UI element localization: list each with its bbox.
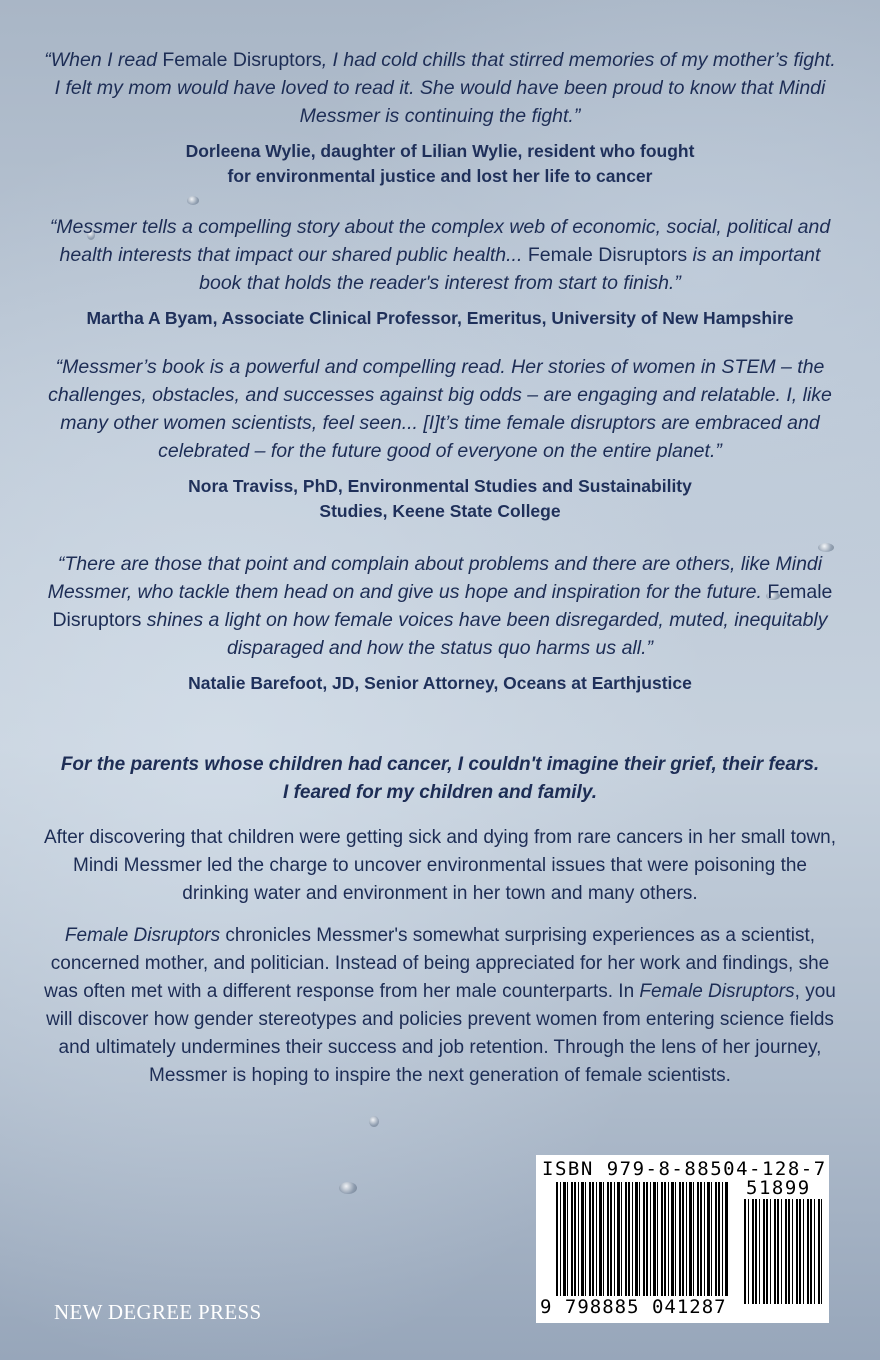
book-title: Female Disruptors: [162, 49, 322, 71]
ean-barcode-bars: [556, 1182, 728, 1304]
testimonial-quote: [40, 550, 840, 662]
testimonial-2: [40, 213, 840, 331]
tagline: [40, 751, 840, 807]
testimonial-1: [40, 46, 840, 189]
book-description: [40, 824, 840, 1090]
attribution-line: Studies, Keene State College: [319, 501, 561, 521]
quote-text: “When I read: [44, 49, 163, 71]
quote-text: “There are those that point and complain about problems and there are others, like Mindi Messmer, who tackle them head on and give us hope and inspiration for the future.: [47, 553, 823, 603]
book-title: Female Disruptors: [527, 244, 688, 266]
attribution-line: Martha A Byam, Associate Clinical Professor, Emeritus, University of New Hampshire: [86, 308, 794, 328]
testimonial-attribution: [40, 306, 840, 331]
testimonial-4: [40, 550, 840, 696]
tagline-text: [40, 751, 840, 807]
description-text: chronicles Messmer's somewhat surprising experiences as a scientist, concerned mother, and politician. Instead of being appreciated for her work and findings, she was often met with a different response from her male counterparts. In: [44, 925, 830, 1002]
description-paragraph: After discovering that children were getting sick and dying from rare cancers in her small town, Mindi Messmer led the charge to uncover environmental issues that were poisoning the drinking water and environment in her town and many others.: [43, 827, 837, 904]
attribution-line: Natalie Barefoot, JD, Senior Attorney, Oceans at Earthjustice: [188, 673, 692, 693]
testimonial-quote: [40, 353, 840, 465]
testimonial-attribution: [40, 474, 840, 524]
quote-text: is an important book that holds the reader's interest from start to finish.”: [199, 244, 821, 294]
description-paragraph: [40, 922, 840, 1090]
testimonial-attribution: [40, 139, 840, 189]
publisher-name: NEW DEGREE PRESS: [54, 1300, 262, 1324]
isbn-label: ISBN 979-8-88504-128-7: [542, 1158, 827, 1180]
quote-text: shines a light on how female voices have been disregarded, muted, inequitably disparaged and how the status quo harms us all.”: [141, 609, 828, 659]
attribution-line: Nora Traviss, PhD, Environmental Studies and Sustainability: [188, 476, 692, 496]
attribution-line: Dorleena Wylie, daughter of Lilian Wylie, resident who fought: [185, 141, 695, 161]
tagline-line: I feared for my children and family.: [283, 782, 597, 803]
addon-barcode-bars: [744, 1199, 822, 1304]
quote-text: , I had cold chills that stirred memories of my mother’s fight. I felt my mom would have loved to read it. She would have been proud to know that Mindi Messmer is continuing the fight.”: [54, 49, 836, 127]
ean-digits: 9 798885 041287: [540, 1296, 731, 1318]
price-code: 51899: [746, 1177, 811, 1199]
quote-text: “Messmer’s book is a powerful and compelling read. Her stories of women in STEM – the challenges, obstacles, and successes against big odds – are engaging and relatable. I, like many other women scientists, feel seen... [I]t’s time female disruptors are embraced and celebrated – for the future good of everyone on the entire planet.”: [48, 356, 832, 462]
description-text: , you will discover how gender stereotypes and policies prevent women from entering science fields and ultimately undermines their success and job retention. Through the lens of her journey, Messmer is hoping to inspire the next generation of female scientists.: [46, 981, 836, 1086]
isbn-barcode: [536, 1155, 829, 1323]
water-droplet: [369, 1116, 379, 1127]
tagline-line: For the parents whose children had cancer, I couldn't imagine their grief, their fears.: [60, 754, 820, 775]
testimonial-quote: [40, 213, 840, 297]
water-droplet: [187, 196, 199, 205]
testimonial-quote: [40, 46, 840, 130]
book-title: Female Disruptors: [52, 581, 833, 631]
water-droplet: [339, 1182, 357, 1194]
testimonial-attribution: [40, 671, 840, 696]
book-title: Female Disruptors: [64, 925, 221, 946]
testimonial-3: [40, 353, 840, 524]
quote-text: “Messmer tells a compelling story about the complex web of economic, social, political and health interests that impact our shared public health...: [49, 216, 831, 266]
attribution-line: for environmental justice and lost her life to cancer: [227, 166, 653, 186]
book-title: Female Disruptors: [639, 981, 795, 1002]
